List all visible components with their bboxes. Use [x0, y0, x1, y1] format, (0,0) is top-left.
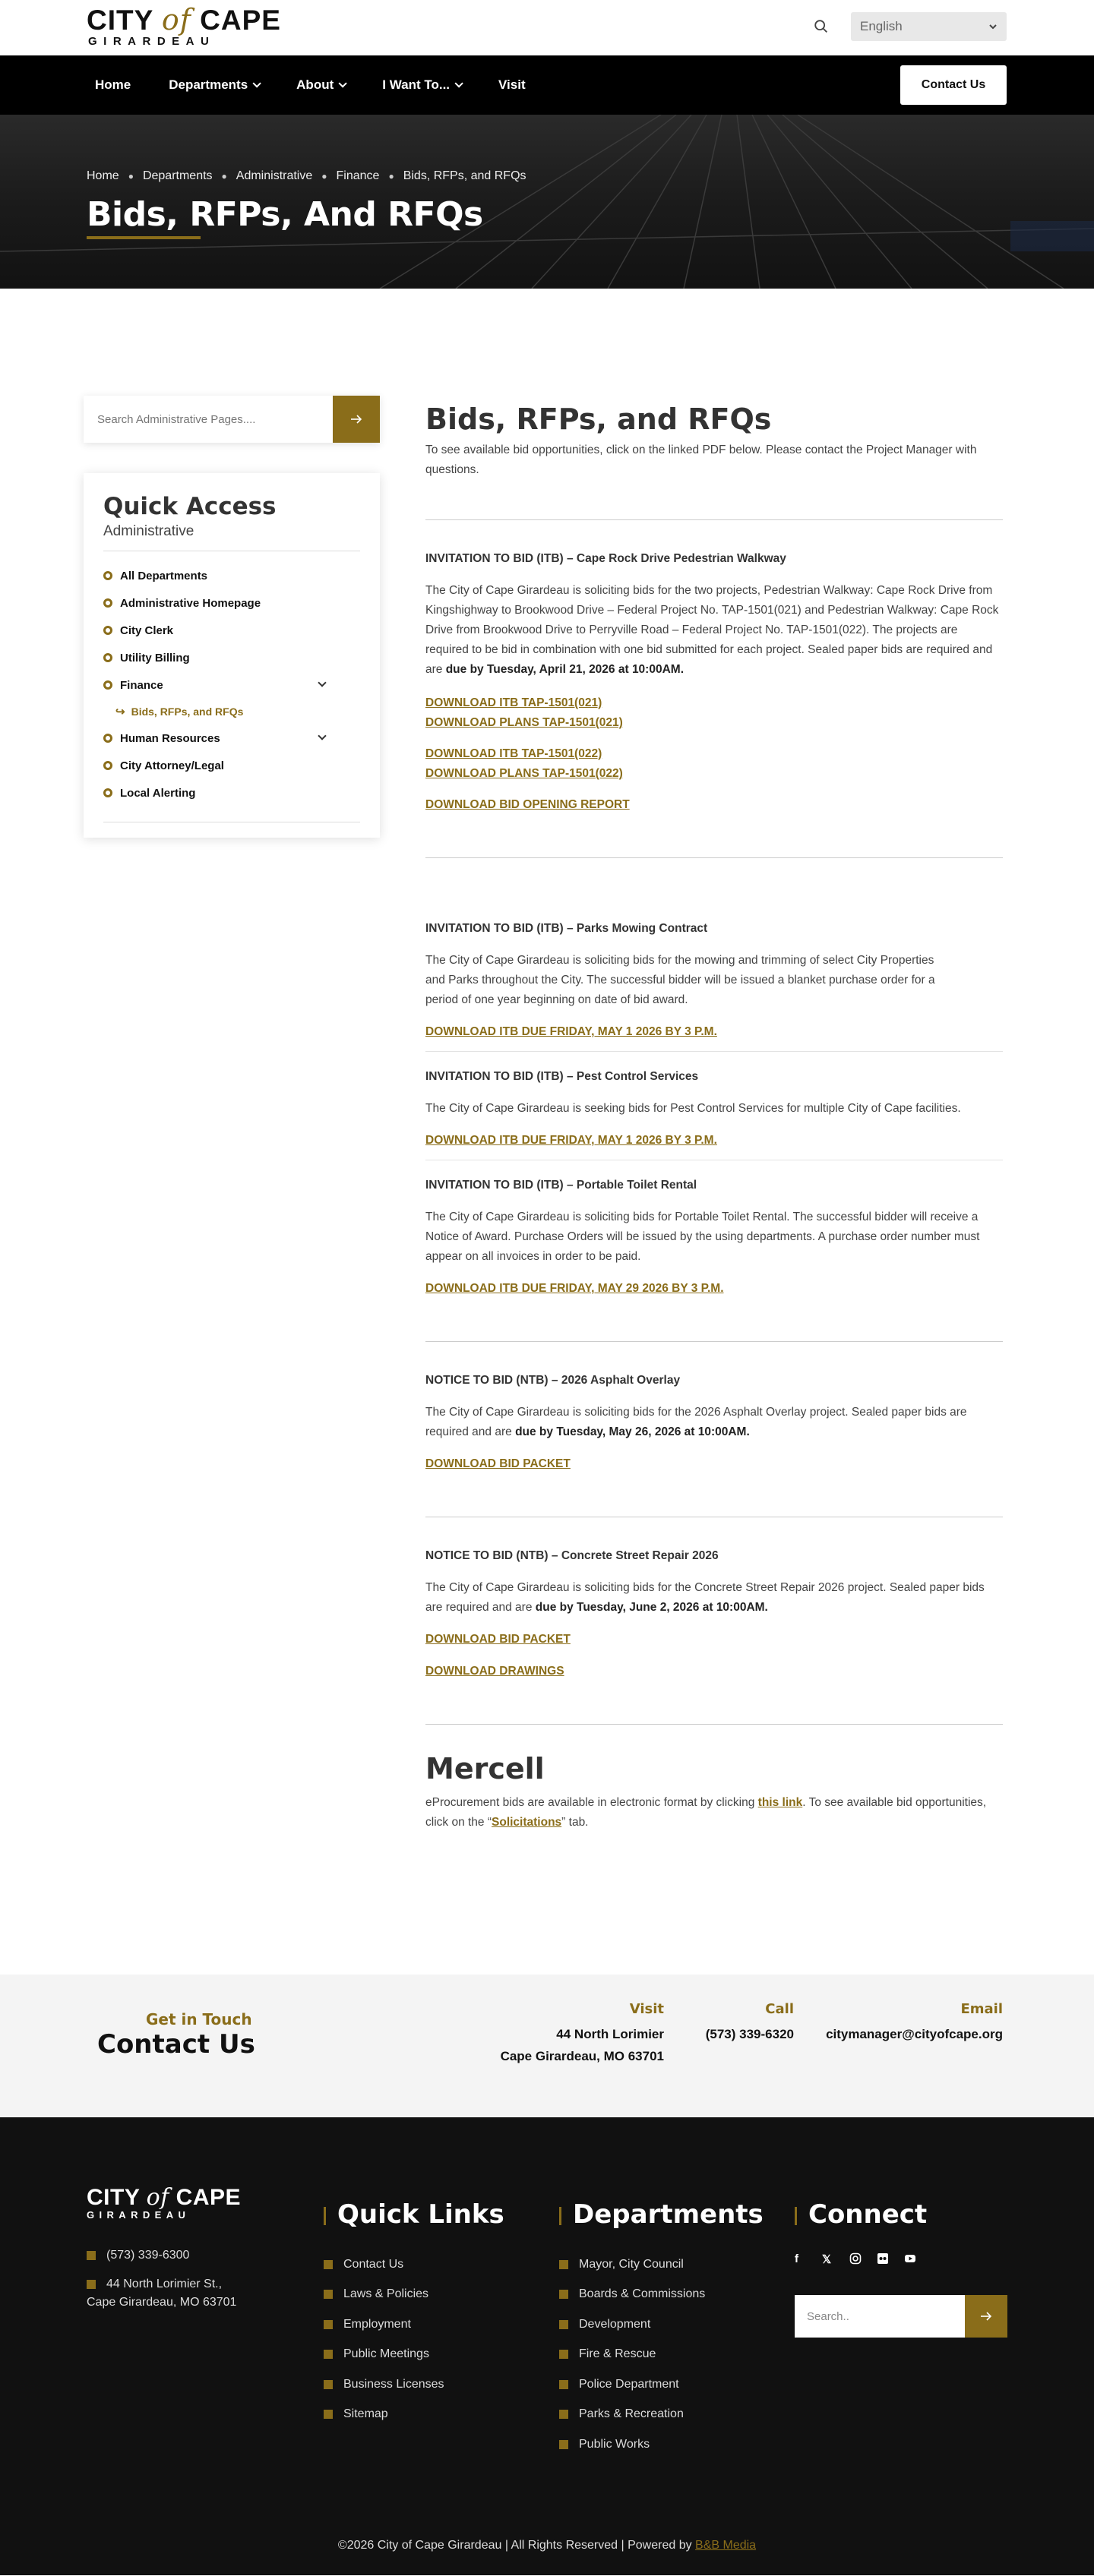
- qa-item-utility-billing[interactable]: [103, 644, 360, 671]
- nav-departments-label: Departments: [169, 77, 248, 92]
- call-label: Call: [765, 2001, 794, 2017]
- logo-cape-text: CAPE: [200, 5, 281, 36]
- logo-of-text: of: [161, 3, 191, 36]
- qa-item-label: Finance: [120, 678, 163, 692]
- footer-link[interactable]: [559, 2400, 764, 2430]
- download-concrete-drawings-link[interactable]: DOWNLOAD DRAWINGS: [425, 1665, 564, 1678]
- mercell-text-part: . To see available bid opportunities, click on the “: [425, 1796, 987, 1829]
- download-asphalt-bid-packet-link[interactable]: DOWNLOAD BID PACKET: [425, 1457, 571, 1470]
- youtube-icon[interactable]: [904, 2252, 931, 2268]
- download-pest-itb-link[interactable]: DOWNLOAD ITB DUE FRIDAY, MAY 1 2026 BY 3 P.M.: [425, 1134, 717, 1147]
- section-divider: [425, 519, 1003, 520]
- breadcrumb: [87, 169, 526, 183]
- download-itb-021-link[interactable]: DOWNLOAD ITB TAP-1501(021): [425, 696, 602, 709]
- qa-item-label: City Attorney/Legal: [120, 759, 224, 772]
- footer-link[interactable]: [559, 2309, 764, 2340]
- arrow-right-icon: [979, 2311, 993, 2322]
- circle-bullet-icon: [103, 761, 112, 770]
- bullet-icon: ●: [388, 171, 394, 182]
- qa-item-label: Administrative Homepage: [120, 596, 261, 610]
- footer-link-label: Contact Us: [343, 2257, 404, 2271]
- square-bullet-icon: [559, 2380, 568, 2389]
- qa-item-label: Utility Billing: [120, 651, 190, 665]
- item-divider: [425, 1051, 1003, 1052]
- nav-departments[interactable]: [161, 77, 266, 93]
- bullet-icon: ●: [221, 171, 227, 182]
- qa-item-human-resources[interactable]: [103, 724, 360, 752]
- chevron-down-icon[interactable]: [318, 678, 326, 687]
- qa-item-all-departments[interactable]: [103, 562, 360, 589]
- concrete-due-date: due by Tuesday, June 2, 2026 at 10:00AM.: [535, 1601, 768, 1614]
- mercell-this-link[interactable]: this link: [757, 1796, 803, 1809]
- qa-item-administrative-homepage[interactable]: [103, 589, 360, 617]
- circle-bullet-icon: [103, 598, 112, 608]
- breadcrumb-departments[interactable]: Departments: [142, 169, 213, 182]
- footer-address: [87, 2275, 236, 2312]
- instagram-icon[interactable]: [849, 2252, 877, 2268]
- language-select-value: English: [860, 19, 903, 33]
- main-nav: [0, 55, 1094, 115]
- pest-text: The City of Cape Girardeau is seeking bids for Pest Control Services for multiple City of Cape facilities.: [425, 1102, 961, 1115]
- footer-link[interactable]: [559, 2429, 764, 2460]
- footer-link[interactable]: [324, 2369, 504, 2400]
- logo-of-text: of: [146, 2184, 169, 2211]
- circle-bullet-icon: [103, 734, 112, 743]
- square-bullet-icon: [559, 2320, 568, 2329]
- contact-email: [826, 2001, 1003, 2045]
- chevron-down-icon: [988, 19, 998, 34]
- download-mowing-itb-link[interactable]: DOWNLOAD ITB DUE FRIDAY, MAY 1 2026 BY 3 P.M.: [425, 1025, 717, 1038]
- concrete-text-body: The City of Cape Girardeau is soliciting bids for the Concrete Street Repair 2026 project. Sealed paper bids are required and are: [425, 1581, 985, 1614]
- square-bullet-icon: [324, 2260, 333, 2269]
- circle-bullet-icon: [103, 788, 112, 797]
- square-bullet-icon: [559, 2260, 568, 2269]
- content-intro: To see available bid opportunities, click on the linked PDF below. Please contact the Project Manager with questions.: [425, 444, 977, 476]
- sidebar-search: [84, 396, 380, 443]
- top-bar: [0, 0, 1094, 55]
- asphalt-heading: NOTICE TO BID (NTB) – 2026 Asphalt Overlay: [425, 1374, 681, 1387]
- contact-band: [0, 1975, 1094, 2117]
- nav-home-label: Home: [95, 77, 131, 92]
- footer-address-line2: Cape Girardeau, MO 63701: [87, 2296, 237, 2309]
- footer-link-label: Public Meetings: [343, 2347, 429, 2361]
- footer-link-label: Sitemap: [343, 2407, 388, 2421]
- concrete-text: [425, 1578, 1003, 1618]
- qa-subitem-bids[interactable]: [103, 699, 360, 724]
- walkway-text: [425, 581, 1003, 680]
- footer-link-label: Laws & Policies: [343, 2287, 429, 2301]
- download-toilet-itb-link[interactable]: DOWNLOAD ITB DUE FRIDAY, MAY 29 2026 BY 3 P.M.: [425, 1282, 724, 1295]
- breadcrumb-current: Bids, RFPs, and RFQs: [403, 169, 526, 182]
- asphalt-text-body: The City of Cape Girardeau is soliciting bids for the 2026 Asphalt Overlay project. Sealed paper bids are required and are: [425, 1406, 967, 1438]
- footer-link-label: Development: [579, 2317, 651, 2331]
- quick-access-title: Quick Access: [103, 493, 277, 520]
- square-bullet-icon: [87, 2280, 96, 2289]
- square-bullet-icon: [559, 2440, 568, 2449]
- logo-cape-text: CAPE: [175, 2185, 242, 2210]
- quick-access-card: [84, 473, 380, 838]
- mercell-text-part: eProcurement bids are available in electronic format by clicking: [425, 1796, 758, 1809]
- call-number[interactable]: (573) 339-6320: [705, 2027, 794, 2041]
- sidebar-search-button[interactable]: [333, 396, 380, 443]
- return-arrow-icon: ↪: [115, 706, 125, 718]
- footer-link[interactable]: [324, 2340, 504, 2370]
- mercell-title: Mercell: [425, 1752, 545, 1785]
- section-divider: [425, 1341, 1003, 1342]
- footer-departments: [559, 2199, 764, 2460]
- footer-link-label: Public Works: [579, 2437, 650, 2451]
- walkway-text-body: The City of Cape Girardeau is soliciting bids for the two projects, Pedestrian Walkway: Cape Rock Drive from Kingshighway to Brookwood Drive – Federal Project No. TAP-1501(021) and Pedestrian Walkway: Cape Rock Drive from Brookwood Drive to Perryville Road – Federal Project No. TAP-1501(022). The projects are required to be bid in combination with one bid submitted for each project. Sealed paper bids are required and are: [425, 584, 999, 676]
- sidebar-search-input[interactable]: [84, 396, 333, 443]
- quick-access-list: [103, 562, 360, 807]
- contact-call: [706, 2001, 794, 2045]
- footer-logo[interactable]: [87, 2186, 241, 2221]
- mowing-text: The City of Cape Girardeau is soliciting bids for the mowing and trimming of select City Properties and Parks throughout the City. The successful bidder will be issued a blanket purchase order for a period of one year beginning on date of bid award.: [425, 954, 935, 1006]
- email-address[interactable]: citymanager@cityofcape.org: [826, 2027, 1003, 2041]
- social-links: [795, 2252, 1007, 2268]
- concrete-heading: NOTICE TO BID (NTB) – Concrete Street Repair 2026: [425, 1549, 719, 1562]
- square-bullet-icon: [324, 2350, 333, 2359]
- footer-search-button[interactable]: [965, 2295, 1007, 2338]
- connect-title: Connect: [795, 2199, 1007, 2230]
- visit-address-line2: Cape Girardeau, MO 63701: [500, 2049, 664, 2063]
- footer-link[interactable]: [559, 2369, 764, 2400]
- square-bullet-icon: [559, 2290, 568, 2299]
- mercell-solicitations-link[interactable]: Solicitations: [492, 1816, 562, 1829]
- square-bullet-icon: [324, 2320, 333, 2329]
- qa-item-label: All Departments: [120, 569, 208, 582]
- nav-i-want-to-label: I Want To...: [382, 77, 451, 92]
- footer-search-input[interactable]: Search..: [795, 2295, 965, 2338]
- square-bullet-icon: [324, 2290, 333, 2299]
- departments-title: Departments: [559, 2199, 764, 2230]
- circle-bullet-icon: [103, 626, 112, 635]
- content-title: Bids, RFPs, and RFQs: [425, 402, 772, 436]
- visit-label: Visit: [629, 2001, 664, 2017]
- footer-link[interactable]: [324, 2309, 504, 2340]
- download-plans-022-link[interactable]: DOWNLOAD PLANS TAP-1501(022): [425, 767, 623, 780]
- footer-address-line1: 44 North Lorimier St.,: [106, 2278, 223, 2290]
- mowing-heading: INVITATION TO BID (ITB) – Parks Mowing Contract: [425, 922, 708, 935]
- bullet-icon: ●: [128, 171, 134, 182]
- language-select[interactable]: [851, 12, 1007, 41]
- square-bullet-icon: [559, 2410, 568, 2419]
- square-bullet-icon: [87, 2251, 96, 2260]
- qa-item-label: Human Resources: [120, 731, 220, 745]
- footer-link[interactable]: [559, 2249, 764, 2280]
- chevron-down-icon: [253, 79, 261, 87]
- flickr-icon[interactable]: [877, 2252, 904, 2268]
- nav-about[interactable]: [289, 77, 352, 93]
- footer-connect: [795, 2199, 1007, 2338]
- qa-subitem-label: Bids, RFPs, and RFQs: [131, 706, 244, 718]
- footer-link-label: Parks & Recreation: [579, 2407, 684, 2421]
- footer-link-label: Business Licenses: [343, 2377, 444, 2391]
- footer-quick-links: [324, 2199, 504, 2429]
- footer-link[interactable]: [324, 2280, 504, 2310]
- bids-content: [425, 402, 1003, 1833]
- qa-item-local-alerting[interactable]: [103, 779, 360, 807]
- logo-city-text: CITY: [87, 5, 153, 36]
- copyright-text: ©2026 City of Cape Girardeau | All Rights Reserved | Powered by: [337, 2539, 696, 2552]
- toilet-text: The City of Cape Girardeau is soliciting bids for Portable Toilet Rental. The successful bidder will receive a Notice of Award. Purchase Orders will be issued by the using departments. A purchase order number must appear on all invoices in order to be paid.: [425, 1211, 980, 1263]
- download-itb-022-link[interactable]: DOWNLOAD ITB TAP-1501(022): [425, 747, 602, 760]
- pest-heading: INVITATION TO BID (ITB) – Pest Control Services: [425, 1070, 699, 1083]
- mercell-text: [425, 1793, 1003, 1833]
- quick-access-subtitle: Administrative: [103, 523, 360, 551]
- footer-link-label: Boards & Commissions: [579, 2287, 706, 2301]
- breadcrumb-administrative[interactable]: Administrative: [236, 169, 313, 182]
- breadcrumb-home[interactable]: Home: [87, 169, 119, 182]
- qa-item-finance[interactable]: [103, 671, 360, 699]
- qa-item-label: City Clerk: [120, 623, 174, 637]
- download-plans-021-link[interactable]: DOWNLOAD PLANS TAP-1501(021): [425, 716, 623, 729]
- hero-banner: [0, 115, 1094, 289]
- quick-links-title: Quick Links: [324, 2199, 504, 2230]
- nav-visit[interactable]: [491, 77, 533, 93]
- footer-phone-text: (573) 339-6300: [106, 2249, 190, 2262]
- chevron-down-icon: [339, 79, 347, 87]
- visit-address: [501, 2023, 664, 2067]
- walkway-heading: INVITATION TO BID (ITB) – Cape Rock Drive Pedestrian Walkway: [425, 552, 786, 565]
- get-in-touch-kicker: Get in Touch: [146, 2010, 252, 2028]
- title-underline: [87, 236, 201, 239]
- facebook-icon[interactable]: f: [795, 2252, 798, 2265]
- qa-item-city-attorney[interactable]: [103, 752, 360, 779]
- footer-phone[interactable]: [87, 2246, 189, 2265]
- city-logo[interactable]: [87, 3, 281, 50]
- sidebar: [84, 396, 380, 838]
- footer-search: [795, 2295, 1007, 2338]
- logo-city-text: CITY: [87, 2185, 140, 2210]
- bullet-icon: ●: [321, 171, 327, 182]
- square-bullet-icon: [559, 2350, 568, 2359]
- qa-item-city-clerk[interactable]: [103, 617, 360, 644]
- nav-visit-label: Visit: [498, 77, 526, 92]
- footer: [0, 2117, 1094, 2575]
- circle-bullet-icon: [103, 571, 112, 580]
- footer-link[interactable]: [324, 2400, 504, 2430]
- logo-girardeau-text: GIRARDEAU: [87, 2209, 191, 2221]
- footer-link-label: Employment: [343, 2317, 411, 2331]
- square-bullet-icon: [324, 2410, 333, 2419]
- page-title: Bids, RFPs, And RFQs: [87, 195, 483, 234]
- contact-visit: [501, 2001, 664, 2067]
- asphalt-due-date: due by Tuesday, May 26, 2026 at 10:00AM.: [515, 1425, 750, 1438]
- footer-link[interactable]: [324, 2249, 504, 2280]
- walkway-due-date: due by Tuesday, April 21, 2026 at 10:00AM.: [445, 663, 684, 676]
- download-concrete-bid-packet-link[interactable]: DOWNLOAD BID PACKET: [425, 1633, 571, 1646]
- circle-bullet-icon: [103, 680, 112, 690]
- mercell-text-part: ” tab.: [561, 1816, 589, 1829]
- copyright: [0, 2539, 1094, 2552]
- chevron-down-icon[interactable]: [318, 731, 326, 740]
- main-content-area: [0, 289, 1094, 1975]
- bb-media-link[interactable]: B&B Media: [695, 2539, 757, 2552]
- nav-home[interactable]: [87, 77, 138, 93]
- footer-link[interactable]: [559, 2340, 764, 2370]
- search-icon[interactable]: [813, 18, 831, 36]
- email-label: Email: [960, 2001, 1003, 2017]
- toilet-heading: INVITATION TO BID (ITB) – Portable Toilet Rental: [425, 1179, 697, 1192]
- asphalt-text: [425, 1403, 1003, 1442]
- contact-band-title: Contact Us: [97, 2029, 255, 2060]
- section-divider: [425, 857, 1003, 858]
- qa-item-label: Local Alerting: [120, 786, 196, 800]
- footer-link[interactable]: [559, 2280, 764, 2310]
- footer-link-label: Fire & Rescue: [579, 2347, 656, 2361]
- footer-link-label: Police Department: [579, 2377, 679, 2391]
- footer-link-label: Mayor, City Council: [579, 2257, 684, 2271]
- logo-girardeau-text: GIRARDEAU: [88, 35, 216, 48]
- download-bid-opening-report-link[interactable]: DOWNLOAD BID OPENING REPORT: [425, 798, 630, 811]
- contact-us-button[interactable]: Contact Us: [900, 65, 1007, 105]
- visit-address-line1: 44 North Lorimier: [556, 2027, 664, 2041]
- circle-bullet-icon: [103, 653, 112, 662]
- nav-i-want-to[interactable]: [375, 77, 468, 93]
- breadcrumb-finance[interactable]: Finance: [336, 169, 380, 182]
- chevron-down-icon: [454, 79, 463, 87]
- x-icon[interactable]: 𝕏: [822, 2253, 832, 2266]
- section-divider: [425, 1724, 1003, 1725]
- square-bullet-icon: [324, 2380, 333, 2389]
- arrow-right-icon: [349, 414, 363, 425]
- nav-about-label: About: [296, 77, 334, 92]
